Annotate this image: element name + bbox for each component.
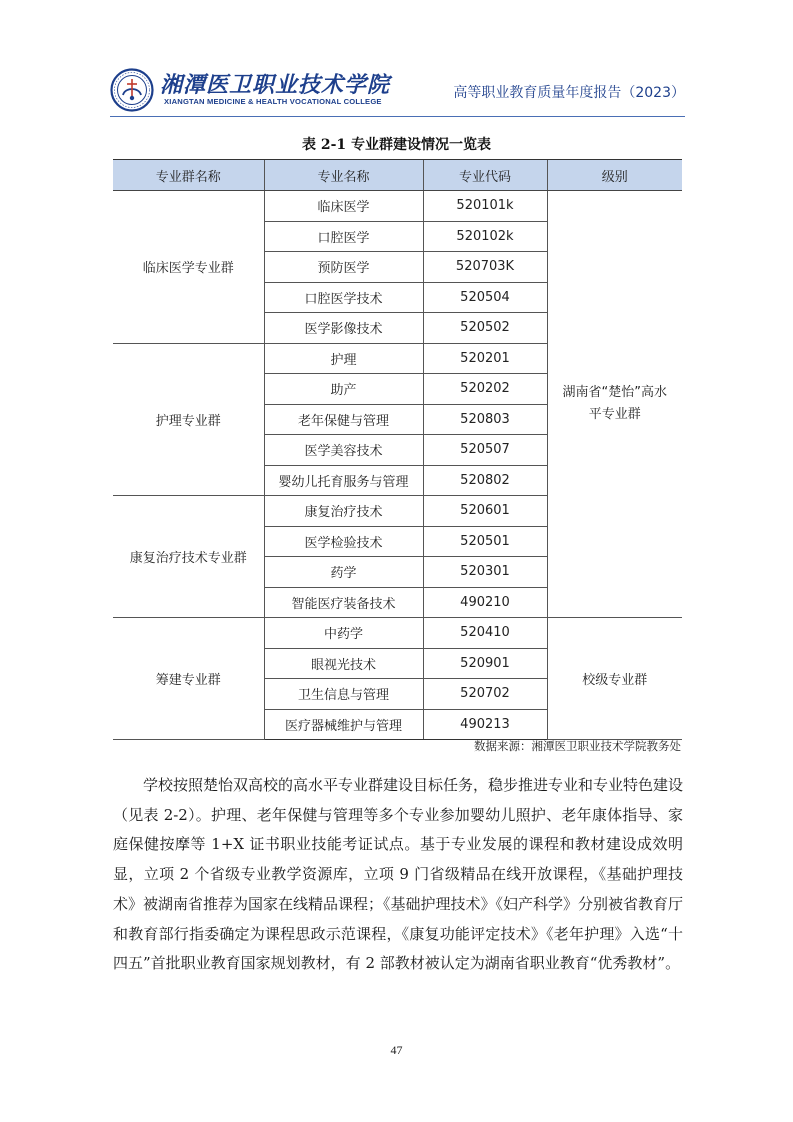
table-header-row: [113, 160, 682, 191]
table-caption: 表 2-1 专业群建设情况一览表: [301, 137, 492, 153]
major-code-cell: 520102k: [423, 221, 547, 252]
major-code-cell: 520202: [423, 374, 547, 405]
column-header: 专业名称: [264, 160, 423, 191]
major-name-cell: 护理: [264, 343, 423, 374]
column-header: 专业代码: [423, 160, 547, 191]
major-name-cell: 医学影像技术: [264, 313, 423, 344]
body-paragraph: 学校按照楚怡双高校的高水平专业群建设目标任务，稳步推进专业和专业特色建设（见表 2-2）。护理、老年保健与管理等多个专业参加婴幼儿照护、老年康体指导、家庭保健按摩等 1+X 证书职业技能考证试点。基于专业发展的课程和教材建设成效明显，立项 2 个省级专业教学资源库，立项 9 门省级精品在线开放课程，《基础护理技术》被湖南省推荐为国家在线精品课程；《基础护理技术》《妇产科学》分别被省教育厅和教育部行指委确定为课程思政示范课程，《康复功能评定技术》《老年护理》入选“十四五”首批职业教育国家规划教材，有 2 部教材被认定为湖南省职业教育“优秀教材”。: [113, 776, 684, 973]
major-code-cell: 520901: [423, 648, 547, 679]
major-name-cell: 医疗器械维护与管理: [264, 709, 423, 740]
group-name-cell: 护理专业群: [113, 343, 264, 496]
major-code-cell: 520507: [423, 435, 547, 466]
level-line: 湖南省“楚怡”高水: [562, 385, 667, 400]
major-name-cell: 中药学: [264, 618, 423, 649]
major-code-cell: 520201: [423, 343, 547, 374]
page-header: [110, 62, 685, 120]
specialty-group-table: [113, 159, 682, 740]
data-source-note: 数据来源：湘潭医卫职业技术学院教务处: [474, 739, 681, 753]
major-code-cell: 520703K: [423, 252, 547, 283]
major-name-cell: 预防医学: [264, 252, 423, 283]
group-name-cell: 筹建专业群: [113, 618, 264, 740]
table-row: [113, 191, 682, 222]
major-code-cell: 520410: [423, 618, 547, 649]
major-name-cell: 康复治疗技术: [264, 496, 423, 527]
major-code-cell: 520301: [423, 557, 547, 588]
column-header: 专业群名称: [113, 160, 264, 191]
major-code-cell: 490213: [423, 709, 547, 740]
college-seal-logo: [110, 68, 154, 112]
report-title: 高等职业教育质量年度报告（2023）: [453, 85, 685, 101]
college-name-cn: 湘潭医卫职业技术学院: [160, 72, 391, 98]
major-code-cell: 520504: [423, 282, 547, 313]
major-code-cell: 520601: [423, 496, 547, 527]
major-name-cell: 医学检验技术: [264, 526, 423, 557]
college-name-en: XIANGTAN MEDICINE & HEALTH VOCATIONAL COLLEGE: [164, 97, 382, 106]
major-name-cell: 智能医疗装备技术: [264, 587, 423, 618]
major-code-cell: 490210: [423, 587, 547, 618]
major-name-cell: 老年保健与管理: [264, 404, 423, 435]
level-line: 平专业群: [588, 407, 641, 422]
major-name-cell: 医学美容技术: [264, 435, 423, 466]
major-code-cell: 520802: [423, 465, 547, 496]
table-row: [113, 618, 682, 649]
major-name-cell: 卫生信息与管理: [264, 679, 423, 710]
page-number: 47: [390, 1043, 403, 1057]
header-divider: [110, 116, 685, 117]
major-code-cell: 520502: [423, 313, 547, 344]
group-name-cell: 临床医学专业群: [113, 191, 264, 344]
level-cell-provincial: [547, 191, 682, 618]
major-name-cell: 口腔医学: [264, 221, 423, 252]
major-code-cell: 520501: [423, 526, 547, 557]
major-code-cell: 520803: [423, 404, 547, 435]
major-code-cell: 520702: [423, 679, 547, 710]
level-cell-school: 校级专业群: [547, 618, 682, 740]
major-name-cell: 药学: [264, 557, 423, 588]
major-name-cell: 口腔医学技术: [264, 282, 423, 313]
major-name-cell: 眼视光技术: [264, 648, 423, 679]
major-name-cell: 助产: [264, 374, 423, 405]
major-name-cell: 婴幼儿托育服务与管理: [264, 465, 423, 496]
major-code-cell: 520101k: [423, 191, 547, 222]
group-name-cell: 康复治疗技术专业群: [113, 496, 264, 618]
column-header: 级别: [547, 160, 682, 191]
major-name-cell: 临床医学: [264, 191, 423, 222]
